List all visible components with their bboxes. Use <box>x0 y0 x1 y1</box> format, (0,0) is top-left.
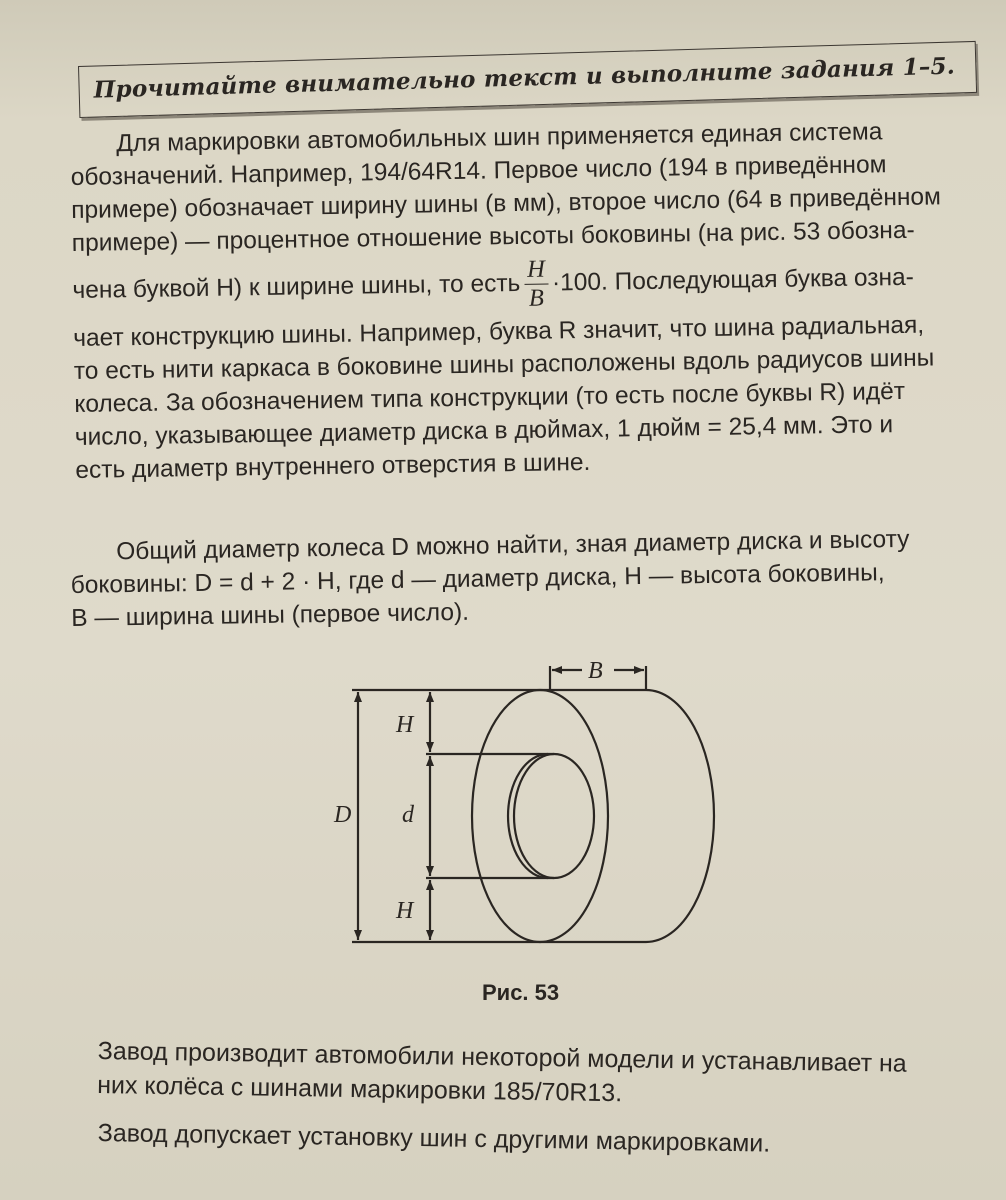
paragraph-factory <box>97 1034 983 1116</box>
b-arrowhead-left <box>552 666 562 674</box>
d-arrowhead-top <box>354 692 362 702</box>
paragraph-tire-marking <box>70 114 991 487</box>
tire-diagram-svg <box>330 650 750 970</box>
label-h-top: H <box>396 712 414 738</box>
h-bottom-arrowhead-up <box>426 880 434 890</box>
text-fragment: ·100. Последующая буква озна- <box>551 263 915 297</box>
paragraph-allowed-tires <box>97 1116 982 1164</box>
text-line: Завод допускает установку шин с другими маркировками. <box>97 1118 771 1158</box>
text-line: колеса. За обозначением типа конструкции (то есть после буквы R) идёт <box>74 377 906 418</box>
tire-front-outer-ellipse <box>472 690 608 942</box>
text-line: Общий диаметр колеса D можно найти, зная диаметр диска и высоту <box>116 525 910 566</box>
fraction-numerator: H <box>524 256 548 285</box>
d-disk-arrowhead-down <box>426 866 434 876</box>
tire-body-outline <box>540 690 714 942</box>
fraction-denominator: B <box>528 284 545 312</box>
text-line: обозначений. Например, 194/64R14. Первое число (194 в приведённом <box>70 151 887 191</box>
text-fragment: чена буквой H) к ширине шины, то есть <box>72 269 521 304</box>
text-line: Завод производит автомобили некоторой модели и устанавливает на <box>97 1036 907 1078</box>
d-disk-arrowhead-up <box>426 756 434 766</box>
text-line: B — ширина шины (первое число). <box>71 598 470 632</box>
text-line: есть диаметр внутреннего отверстия в шине. <box>75 448 591 484</box>
label-b: B <box>588 658 603 684</box>
tire-hole-ellipse <box>514 754 594 878</box>
label-h-bottom: H <box>396 898 414 924</box>
label-d-disk: d <box>402 802 414 828</box>
text-line: них колёса с шинами маркировки 185/70R13. <box>96 1070 623 1108</box>
task-header-box <box>78 41 977 118</box>
text-line: чает конструкцию шины. Например, буква R значит, что шина радиальная, <box>73 311 925 352</box>
text-line: Для маркировки автомобильных шин применяется единая система <box>116 118 883 158</box>
fraction-h-over-b <box>524 256 549 313</box>
h-bottom-arrowhead-down <box>426 930 434 940</box>
text-line: то есть нити каркаса в боковине шины расположены вдоль радиусов шины <box>73 344 935 385</box>
figure-caption: Рис. 53 <box>482 980 560 1005</box>
label-d-total: D <box>334 802 352 828</box>
tire-diagram <box>330 650 750 970</box>
task-header-title: Прочитайте внимательно текст и выполните задания 1–5. <box>93 52 956 104</box>
h-top-arrowhead-down <box>426 742 434 752</box>
paragraph-wheel-diameter <box>70 522 986 635</box>
text-line: примере) обозначает ширину шины (в мм), второе число (64 в приведённом <box>71 183 942 224</box>
h-top-arrowhead-up <box>426 692 434 702</box>
b-arrowhead-right <box>634 666 644 674</box>
text-line: число, указывающее диаметр диска в дюймах, 1 дюйм = 25,4 мм. Это и <box>74 411 894 451</box>
text-line: примере) — процентное отношение высоты боковины (на рис. 53 обозна- <box>71 216 915 257</box>
text-line: боковины: D = d + 2 · H, где d — диаметр диска, H — высота боковины, <box>70 559 885 599</box>
d-arrowhead-bottom <box>354 930 362 940</box>
